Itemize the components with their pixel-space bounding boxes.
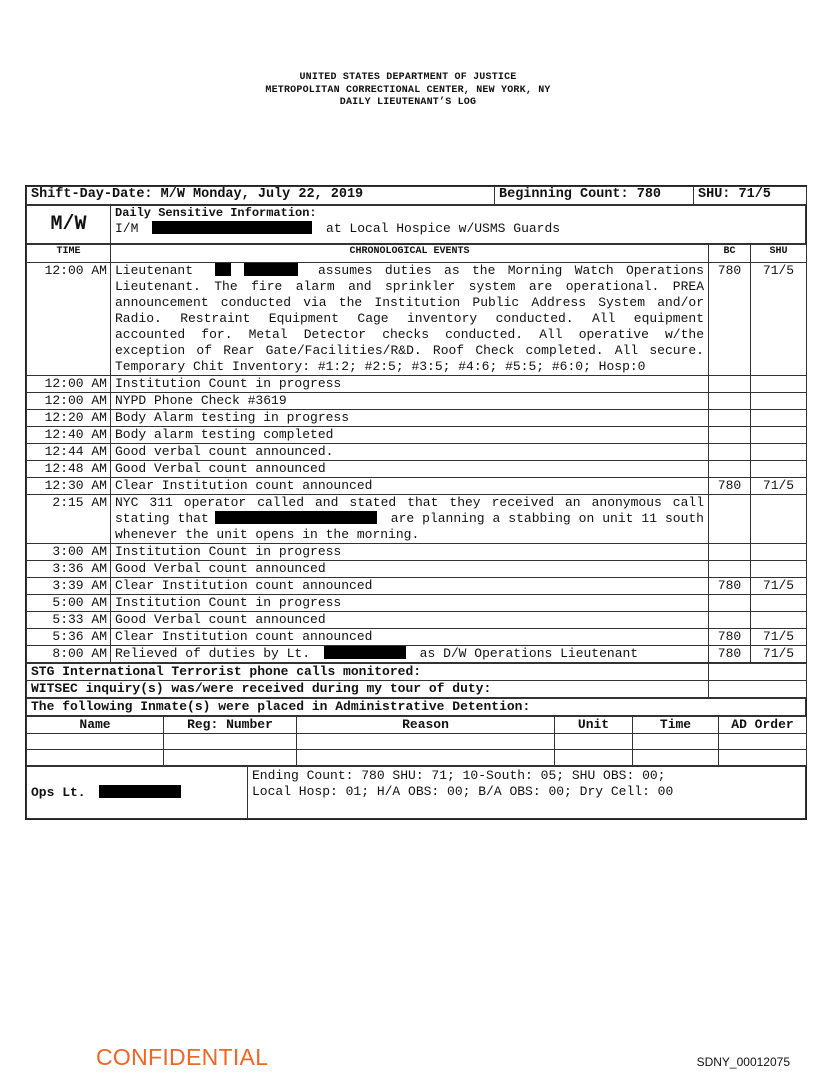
event-bc [709, 444, 751, 461]
event-text-part: Relieved of duties by Lt. [115, 646, 311, 661]
event-text-part: as D/W Operations Lieutenant [419, 646, 639, 661]
event-shu: 71/5 [751, 263, 807, 376]
confidential-stamp: CONFIDENTIAL [96, 1044, 269, 1070]
event-text: Body Alarm testing in progress [111, 410, 709, 427]
event-bc [709, 376, 751, 393]
event-text [111, 495, 709, 544]
event-text: Clear Institution count announced [111, 478, 709, 495]
event-time: 12:30 AM [27, 478, 111, 495]
col-time: TIME [27, 245, 111, 263]
sensitive-prefix: I/M [115, 221, 139, 236]
witsec-value [709, 681, 807, 698]
event-text-part: Lieutenant [115, 263, 194, 278]
event-shu [751, 410, 807, 427]
table-row [27, 393, 807, 410]
col-shu: SHU [751, 245, 807, 263]
event-text: Good Verbal count announced [111, 612, 709, 629]
header-log-title: DAILY LIEUTENANT’S LOG [339, 97, 477, 108]
table-row [27, 495, 807, 544]
ad-title: The following Inmate(s) were placed in Administrative Detention: [27, 699, 806, 716]
event-time: 3:00 AM [27, 544, 111, 561]
event-shu: 71/5 [751, 646, 807, 663]
event-bc [709, 595, 751, 612]
ad-table [26, 716, 807, 766]
table-row [27, 578, 807, 595]
sensitive-suffix: at Local Hospice w/USMS Guards [326, 221, 561, 236]
ad-col-unit: Unit [555, 717, 633, 734]
event-text: Clear Institution count announced [111, 629, 709, 646]
event-time: 12:20 AM [27, 410, 111, 427]
event-text [111, 646, 709, 663]
event-text: Institution Count in progress [111, 544, 709, 561]
event-text [111, 263, 709, 376]
event-text-part: NYC 311 operator called and stated that they received an anonymous call stating that [115, 495, 704, 526]
event-shu [751, 561, 807, 578]
ending-count [248, 767, 806, 819]
event-text: Good verbal count announced. [111, 444, 709, 461]
ad-col-reason: Reason [297, 717, 555, 734]
event-shu [751, 376, 807, 393]
event-time: 3:36 AM [27, 561, 111, 578]
event-time: 5:36 AM [27, 629, 111, 646]
event-bc: 780 [709, 629, 751, 646]
event-shu: 71/5 [751, 578, 807, 595]
table-row [27, 410, 807, 427]
table-row [27, 444, 807, 461]
event-bc: 780 [709, 646, 751, 663]
ad-col-order: AD Order [719, 717, 807, 734]
event-time: 12:48 AM [27, 461, 111, 478]
event-bc [709, 427, 751, 444]
event-shu: 71/5 [751, 629, 807, 646]
event-text: Institution Count in progress [111, 376, 709, 393]
event-shu [751, 427, 807, 444]
event-shu [751, 595, 807, 612]
sensitive-info-line [115, 221, 801, 236]
document-header [0, 72, 816, 110]
log-form [25, 185, 807, 820]
table-row [27, 427, 807, 444]
event-bc: 780 [709, 263, 751, 376]
event-bc: 780 [709, 578, 751, 595]
header-facility: METROPOLITAN CORRECTIONAL CENTER, NEW YORK, NY [265, 84, 551, 96]
shift-info-table [26, 186, 807, 205]
event-text: Good Verbal count announced [111, 461, 709, 478]
event-text: Body alarm testing completed [111, 427, 709, 444]
watch-code: M/W [27, 206, 111, 244]
ops-label: Ops Lt. [31, 784, 86, 800]
event-bc [709, 561, 751, 578]
event-text: NYPD Phone Check #3619 [111, 393, 709, 410]
event-bc [709, 410, 751, 427]
event-bc [709, 461, 751, 478]
event-bc [709, 544, 751, 561]
event-shu [751, 444, 807, 461]
ad-col-reg: Reg: Number [164, 717, 297, 734]
redaction-block [215, 511, 377, 524]
redaction-block [244, 263, 298, 276]
shu-count: SHU: 71/5 [694, 187, 807, 205]
event-time: 12:44 AM [27, 444, 111, 461]
table-row [27, 750, 807, 766]
event-bc [709, 612, 751, 629]
event-text-part: assumes duties as the Morning Watch Operations Lieutenant. The fire alarm and sprinkler system are operational. PREA announcement conducted via the Institution Public Address System and/or Radio. Restraint Equipment Cage inventory conducted. All equipment accounted for. Metal Detector checks conducted. All operative w/the exception of Rear Gate/Facilities/R&D. Roof Check completed. All secure. Temporary Chit Inventory: #1:2; #2:5; #3:5; #4:6; #5:5; #6:0; Hosp:0 [115, 263, 704, 374]
events-table [26, 244, 807, 663]
table-row [27, 376, 807, 393]
event-bc [709, 495, 751, 544]
stg-value [709, 664, 807, 681]
col-events: CHRONOLOGICAL EVENTS [111, 245, 709, 263]
redaction-block [215, 263, 231, 276]
event-shu: 71/5 [751, 478, 807, 495]
event-text: Institution Count in progress [111, 595, 709, 612]
table-row [27, 561, 807, 578]
table-row [27, 612, 807, 629]
ops-table [26, 766, 806, 819]
table-row [27, 478, 807, 495]
header-agency: UNITED STATES DEPARTMENT OF JUSTICE [299, 72, 517, 83]
redaction-block [99, 785, 181, 798]
bates-number: SDNY_00012075 [696, 1055, 790, 1069]
event-shu [751, 393, 807, 410]
ops-lt [27, 767, 248, 819]
event-time: 3:39 AM [27, 578, 111, 595]
event-shu [751, 461, 807, 478]
table-row [27, 734, 807, 750]
event-shu [751, 495, 807, 544]
event-shu [751, 612, 807, 629]
event-time: 5:33 AM [27, 612, 111, 629]
sensitive-info-title: Daily Sensitive Information: [115, 206, 317, 220]
shift-date: Shift-Day-Date: M/W Monday, July 22, 2019 [27, 187, 495, 205]
ending-line-2: Local Hosp: 01; H/A OBS: 00; B/A OBS: 00; Dry Cell: 00 [252, 784, 674, 799]
table-row [27, 461, 807, 478]
ad-col-name: Name [27, 717, 164, 734]
sensitive-info-table [26, 205, 806, 244]
table-row [27, 646, 807, 663]
event-time: 12:00 AM [27, 376, 111, 393]
event-bc: 780 [709, 478, 751, 495]
redaction-block [152, 221, 312, 234]
event-time: 12:00 AM [27, 393, 111, 410]
table-row [27, 544, 807, 561]
event-shu [751, 544, 807, 561]
event-time: 12:40 AM [27, 427, 111, 444]
ending-line-1: Ending Count: 780 SHU: 71; 10-South: 05; SHU OBS: 00; [252, 768, 666, 783]
ad-col-time: Time [633, 717, 719, 734]
notes-table [26, 663, 807, 698]
col-bc: BC [709, 245, 751, 263]
event-time: 12:00 AM [27, 263, 111, 376]
table-row [27, 263, 807, 376]
event-text: Clear Institution count announced [111, 578, 709, 595]
event-text: Good Verbal count announced [111, 561, 709, 578]
event-text-part: are planning a stabbing on unit 11 south whenever the unit opens in the morning. [115, 511, 704, 542]
ad-title-table [26, 698, 806, 716]
witsec-note: WITSEC inquiry(s) was/were received during my tour of duty: [27, 681, 709, 698]
redaction-block [324, 646, 406, 659]
event-bc [709, 393, 751, 410]
stg-note: STG International Terrorist phone calls monitored: [27, 664, 709, 681]
table-row [27, 595, 807, 612]
event-time: 8:00 AM [27, 646, 111, 663]
event-time: 5:00 AM [27, 595, 111, 612]
beginning-count: Beginning Count: 780 [495, 187, 694, 205]
table-row [27, 629, 807, 646]
event-time: 2:15 AM [27, 495, 111, 544]
